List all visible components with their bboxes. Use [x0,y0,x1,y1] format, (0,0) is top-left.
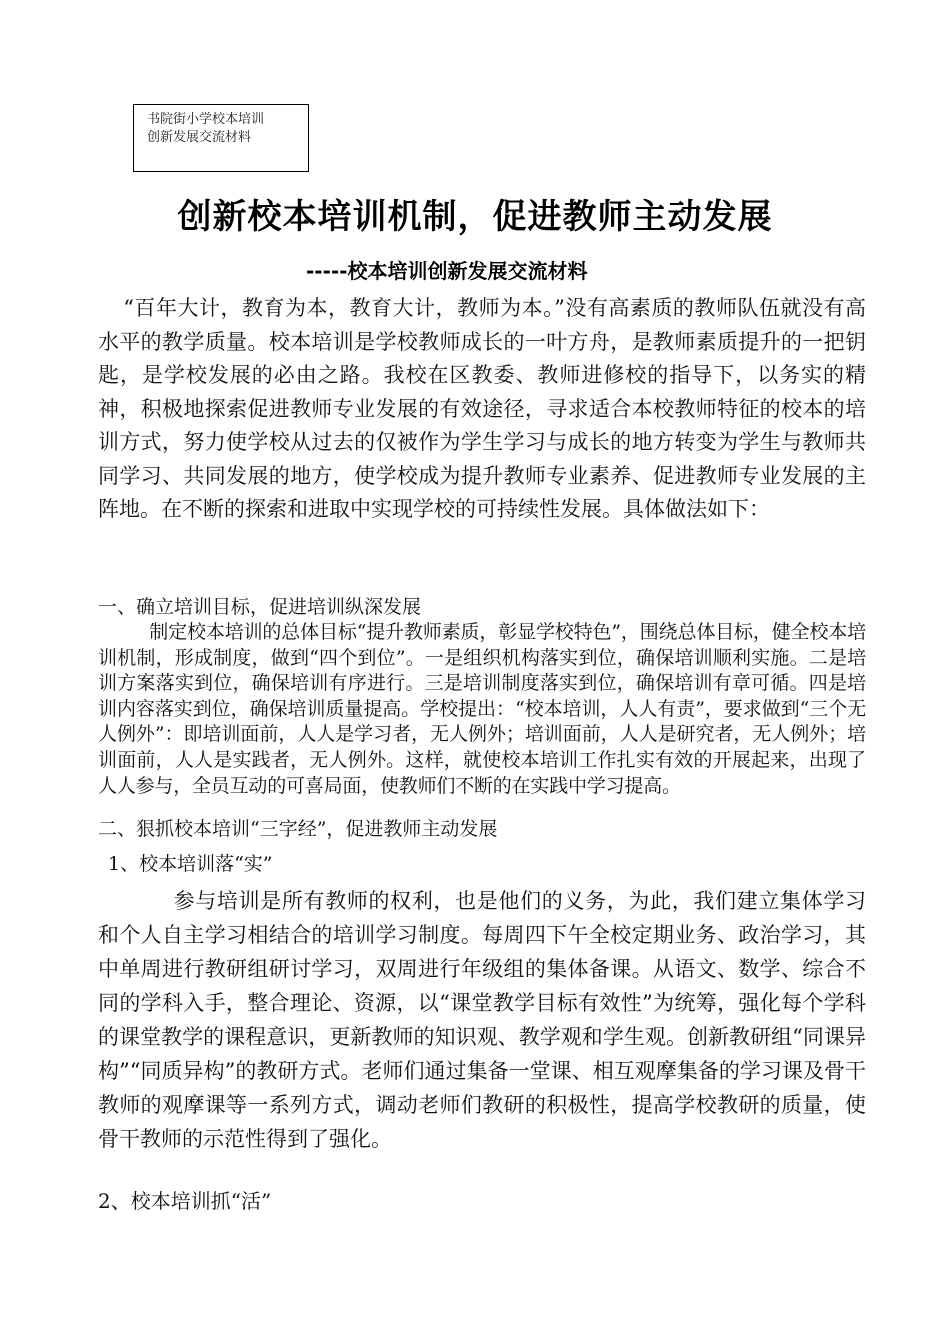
subsection-heading-2: 2、校本培训抓“活” [98,1189,272,1213]
document-title: 创新校本培训机制，促进教师主动发展 [177,197,773,237]
label-line-2: 创新发展交流材料 [147,130,252,145]
subsection-heading-1: 1、校本培训落“实” [108,853,273,875]
section-heading-1: 一、确立培训目标，促进培训纵深发展 [98,596,422,618]
subsection-1-paragraph: 参与培训是所有教师的权利，也是他们的义务，为此，我们建立集体学习和个人自主学习相结合的培训学习制度。每周四下午全校定期业务、政治学习，其中单周进行教研组研讨学习，双周进行年级组的集体备课。从语文、数学、综合不同的学科入手，整合理论、资源，以“课堂教学目标有效性”为统筹，强化每个学科的课堂教学的课程意识，更新教师的知识观、教学观和学生观。创新教研组“同课异构”“同质异构”的教研方式。老师们通过集备一堂课、相互观摩集备的学习课及骨干教师的观摩课等一系列方式，调动老师们教研的积极性，提高学校教研的质量，使骨干教师的示范性得到了强化。 [98,889,866,1151]
section-1-paragraph: 制定校本培训的总体目标“提升教师素质，彰显学校特色”，围绕总体目标，健全校本培训机制，形成制度，做到“四个到位”。一是组织机构落实到位，确保培训顺利实施。二是培训方案落实到位，确保培训有序进行。三是培训制度落实到位，确保培训有章可循。四是培训内容落实到位，确保培训质量提高。学校提出：“校本培训，人人有责”，要求做到“三个无人例外”：即培训面前，人人是学习者，无人例外；培训面前，人人是研究者，无人例外；培训面前，人人是实践者，无人例外。这样，就使校本培训工作扎实有效的开展起来，出现了人人参与，全员互动的可喜局面，使教师们不断的在实践中学习提高。 [98,621,866,797]
label-line-1: 书院街小学校本培训 [147,112,265,127]
section-heading-2: 二、狠抓校本培训“三字经”，促进教师主动发展 [98,818,498,840]
intro-paragraph: “百年大计，教育为本，教育大计，教师为本。”没有高素质的教师队伍就没有高水平的教学质量。校本培训是学校教师成长的一叶方舟，是教师素质提升的一把钥匙，是学校发展的必由之路。我校在区教委、教师进修校的指导下，以务实的精神，积极地探索促进教师专业发展的有效途径，寻求适合本校教师特征的校本的培训方式，努力使学校从过去的仅被作为学生学习与成长的地方转变为学生与教师共同学习、共同发展的地方，使学校成为提升教师专业素养、促进教师专业发展的主阵地。在不断的探索和进取中实现学校的可持续性发展。具体做法如下： [98,296,866,521]
document-subtitle: -----校本培训创新发展交流材料 [306,259,588,283]
document-label-box [133,104,309,172]
